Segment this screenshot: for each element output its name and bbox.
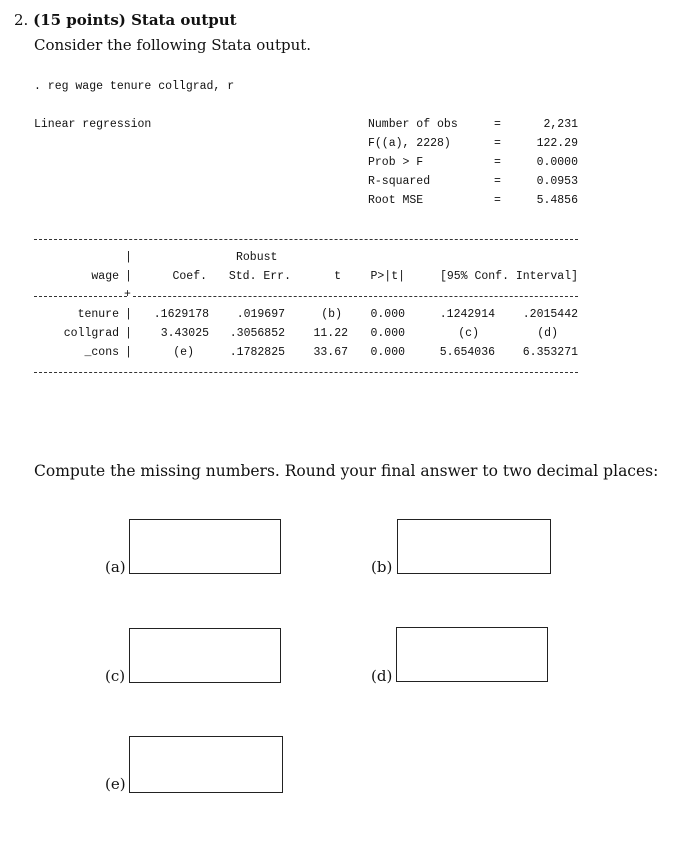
table-bottom-rule [34,372,578,373]
cell-t: 11.22 [313,327,348,340]
cell-ci-high: .2015442 [522,308,578,321]
answer-box-b[interactable] [397,519,551,574]
row-name: collgrad [63,327,119,340]
row-name: tenure [77,308,119,321]
stat-label: Root MSE [368,194,424,207]
stat-eq: = [494,156,501,169]
stat-label: Prob > F [368,156,424,169]
cell-t: (b) [321,308,342,321]
answer-box-a[interactable] [129,519,281,574]
cell-p: 0.000 [370,308,405,321]
cell-ci-high: 6.353271 [522,346,578,359]
answer-box-d[interactable] [396,627,548,682]
stat-eq: = [494,194,501,207]
answer-label-d: (d) [371,667,393,685]
cell-ci-high: (d) [537,327,558,340]
cell-se: .1782825 [229,346,285,359]
cell-ci-low: .1242914 [439,308,495,321]
stat-value: 122.29 [536,137,578,150]
column-separator: | [125,308,132,321]
header-rule-left [34,296,127,297]
question-intro: Consider the following Stata output. [34,36,312,54]
stat-label: Number of obs [368,118,458,131]
stat-label: F((a), 2228) [368,137,451,150]
stat-value: 0.0000 [536,156,578,169]
header-robust: Robust [236,251,278,264]
header-p: P>|t| [370,270,405,283]
stat-eq: = [494,137,501,150]
question-title [14,11,237,29]
answer-label-c: (c) [105,667,126,685]
answer-label-a: (a) [105,558,126,576]
instructions: Compute the missing numbers. Round your final answer to two decimal places: [34,462,659,480]
stata-command: . reg wage tenure collgrad, r [34,80,235,93]
cell-p: 0.000 [370,327,405,340]
answer-box-c[interactable] [129,628,281,683]
cell-se: .3056852 [229,327,285,340]
question-points: (15 points) Stata output [33,11,237,29]
header-coef: Coef. [172,270,207,283]
header-ci: [95% Conf. Interval] [439,270,578,283]
cell-se: .019697 [236,308,285,321]
header-stderr: Std. Err. [228,270,291,283]
stat-eq: = [494,175,501,188]
header-t: t [334,270,341,283]
stat-value: 0.0953 [536,175,578,188]
answer-label-b: (b) [371,558,393,576]
cell-coef: .1629178 [153,308,209,321]
column-separator: | [125,327,132,340]
table-top-rule [34,239,578,240]
stat-label: R-squared [368,175,431,188]
cell-t: 33.67 [313,346,348,359]
question-number: 2. [14,11,29,29]
cell-ci-low: (c) [458,327,479,340]
header-rule-cross: + [124,288,131,301]
stat-value: 2,231 [543,118,578,131]
cell-p: 0.000 [370,346,405,359]
cell-coef: 3.43025 [160,327,209,340]
cell-coef: (e) [173,346,194,359]
column-separator: | [125,270,132,283]
column-separator: | [125,251,132,264]
stat-eq: = [494,118,501,131]
header-rule-right [133,296,578,297]
answer-box-e[interactable] [129,736,283,793]
header-depvar: wage [91,270,119,283]
column-separator: | [125,346,132,359]
row-name: _cons [84,346,119,359]
model-title: Linear regression [34,118,152,131]
cell-ci-low: 5.654036 [439,346,495,359]
stat-value: 5.4856 [536,194,578,207]
answer-label-e: (e) [105,775,126,793]
